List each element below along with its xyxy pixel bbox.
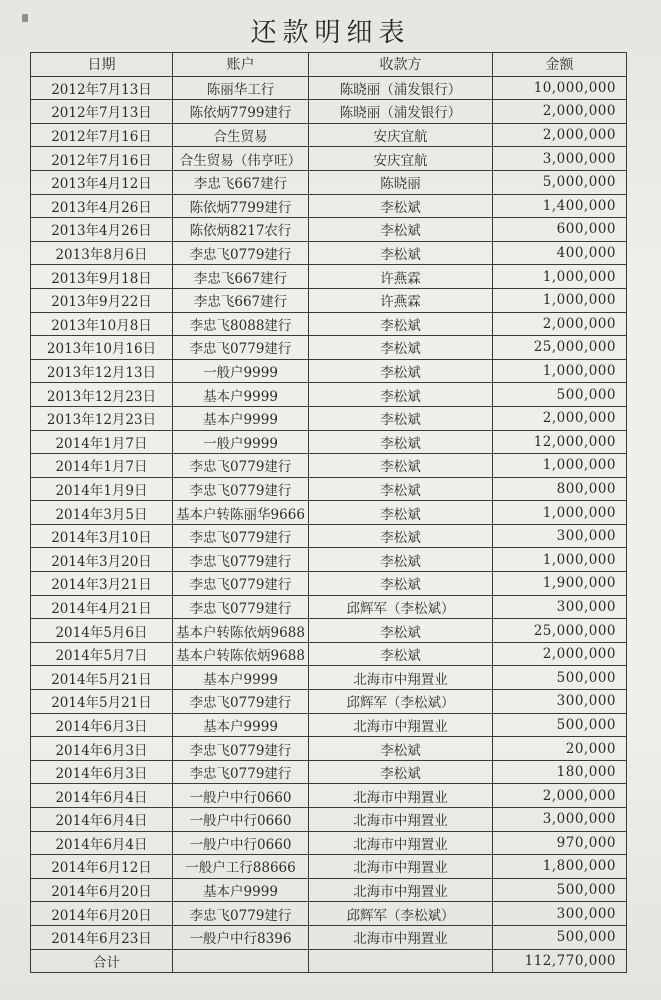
cell-payee: 李松斌 xyxy=(309,572,493,596)
table-row xyxy=(31,241,627,265)
cell-account: 一般户工行88666 xyxy=(173,855,309,879)
repayment-table xyxy=(30,52,627,973)
table-row xyxy=(31,690,627,714)
table-row xyxy=(31,784,627,808)
cell-payee: 李松斌 xyxy=(309,760,493,784)
cell-account: 李忠飞0779建行 xyxy=(173,572,309,596)
cell-date: 2014年3月21日 xyxy=(31,572,173,596)
cell-date: 2014年3月10日 xyxy=(31,524,173,548)
cell-account: 合生贸易（伟亨旺） xyxy=(173,147,309,171)
table-row xyxy=(31,288,627,312)
cell-account: 李忠飞0779建行 xyxy=(173,902,309,926)
cell-payee: 许燕霖 xyxy=(309,288,493,312)
cell-amount: 1,000,000 xyxy=(493,454,627,478)
cell-payee: 北海市中翔置业 xyxy=(309,713,493,737)
header-date: 日期 xyxy=(31,53,173,77)
cell-date: 2014年5月21日 xyxy=(31,690,173,714)
table-row xyxy=(31,619,627,643)
cell-date: 2014年5月6日 xyxy=(31,619,173,643)
cell-account: 李忠飞0779建行 xyxy=(173,336,309,360)
table-row xyxy=(31,477,627,501)
cell-account: 一般户9999 xyxy=(173,430,309,454)
cell-date: 2014年6月23日 xyxy=(31,925,173,949)
cell-payee: 李松斌 xyxy=(309,619,493,643)
cell-date: 2013年4月26日 xyxy=(31,218,173,242)
cell-account: 李忠飞8088建行 xyxy=(173,312,309,336)
table-row xyxy=(31,406,627,430)
cell-amount: 800,000 xyxy=(493,477,627,501)
cell-date: 2012年7月16日 xyxy=(31,123,173,147)
table-row xyxy=(31,902,627,926)
cell-account: 李忠飞0779建行 xyxy=(173,737,309,761)
table-row xyxy=(31,642,627,666)
cell-account: 李忠飞667建行 xyxy=(173,170,309,194)
cell-amount: 2,000,000 xyxy=(493,123,627,147)
cell-amount: 3,000,000 xyxy=(493,147,627,171)
cell-amount: 300,000 xyxy=(493,524,627,548)
table-row xyxy=(31,430,627,454)
table-row xyxy=(31,218,627,242)
table-row xyxy=(31,666,627,690)
cell-date: 2014年6月20日 xyxy=(31,878,173,902)
cell-date: 2013年9月22日 xyxy=(31,288,173,312)
table-row xyxy=(31,454,627,478)
cell-amount: 25,000,000 xyxy=(493,336,627,360)
cell-account: 陈依炳7799建行 xyxy=(173,100,309,124)
total-empty-account xyxy=(173,949,309,973)
cell-amount: 1,400,000 xyxy=(493,194,627,218)
table-row xyxy=(31,359,627,383)
cell-payee: 北海市中翔置业 xyxy=(309,878,493,902)
cell-account: 李忠飞0779建行 xyxy=(173,241,309,265)
table-row xyxy=(31,76,627,100)
cell-account: 李忠飞0779建行 xyxy=(173,760,309,784)
table-row xyxy=(31,855,627,879)
cell-amount: 500,000 xyxy=(493,713,627,737)
cell-payee: 李松斌 xyxy=(309,737,493,761)
cell-account: 陈丽华工行 xyxy=(173,76,309,100)
cell-amount: 180,000 xyxy=(493,760,627,784)
table-row xyxy=(31,595,627,619)
header-amount: 金额 xyxy=(493,53,627,77)
cell-payee: 李松斌 xyxy=(309,430,493,454)
table-row xyxy=(31,123,627,147)
total-row xyxy=(31,949,627,973)
page-title: 还款明细表 xyxy=(250,18,411,48)
cell-payee: 北海市中翔置业 xyxy=(309,784,493,808)
cell-payee: 北海市中翔置业 xyxy=(309,666,493,690)
cell-date: 2013年8月6日 xyxy=(31,241,173,265)
cell-payee: 李松斌 xyxy=(309,312,493,336)
cell-payee: 许燕霖 xyxy=(309,265,493,289)
table-row xyxy=(31,312,627,336)
table-row xyxy=(31,265,627,289)
cell-date: 2014年6月20日 xyxy=(31,902,173,926)
cell-date: 2013年9月18日 xyxy=(31,265,173,289)
table-row xyxy=(31,383,627,407)
cell-payee: 邱辉军（李松斌） xyxy=(309,902,493,926)
cell-amount: 1,900,000 xyxy=(493,572,627,596)
cell-account: 基本户9999 xyxy=(173,383,309,407)
cell-date: 2014年6月3日 xyxy=(31,737,173,761)
cell-account: 基本户9999 xyxy=(173,666,309,690)
cell-account: 一般户9999 xyxy=(173,359,309,383)
cell-amount: 970,000 xyxy=(493,831,627,855)
table-row xyxy=(31,925,627,949)
table-row xyxy=(31,501,627,525)
cell-amount: 1,000,000 xyxy=(493,359,627,383)
cell-payee: 安庆宜航 xyxy=(309,147,493,171)
cell-payee: 李松斌 xyxy=(309,194,493,218)
cell-account: 基本户转陈依炳9688 xyxy=(173,619,309,643)
cell-date: 2013年4月26日 xyxy=(31,194,173,218)
table-row xyxy=(31,524,627,548)
cell-payee: 李松斌 xyxy=(309,477,493,501)
cell-amount: 300,000 xyxy=(493,902,627,926)
cell-payee: 北海市中翔置业 xyxy=(309,855,493,879)
cell-amount: 2,000,000 xyxy=(493,784,627,808)
cell-amount: 3,000,000 xyxy=(493,808,627,832)
cell-payee: 李松斌 xyxy=(309,241,493,265)
table-row xyxy=(31,878,627,902)
cell-account: 李忠飞0779建行 xyxy=(173,595,309,619)
cell-payee: 陈晓丽 xyxy=(309,170,493,194)
cell-payee: 邱辉军（李松斌） xyxy=(309,690,493,714)
table-row xyxy=(31,760,627,784)
total-empty-payee xyxy=(309,949,493,973)
table-row xyxy=(31,713,627,737)
table-row xyxy=(31,147,627,171)
cell-payee: 李松斌 xyxy=(309,359,493,383)
cell-date: 2014年3月20日 xyxy=(31,548,173,572)
cell-account: 基本户转陈丽华9666 xyxy=(173,501,309,525)
cell-amount: 300,000 xyxy=(493,690,627,714)
cell-account: 李忠飞0779建行 xyxy=(173,477,309,501)
cell-date: 2014年6月12日 xyxy=(31,855,173,879)
cell-payee: 安庆宜航 xyxy=(309,123,493,147)
cell-date: 2014年1月7日 xyxy=(31,430,173,454)
table-row xyxy=(31,737,627,761)
cell-account: 合生贸易 xyxy=(173,123,309,147)
cell-amount: 25,000,000 xyxy=(493,619,627,643)
cell-account: 一般户中行0660 xyxy=(173,808,309,832)
cell-amount: 500,000 xyxy=(493,383,627,407)
cell-amount: 10,000,000 xyxy=(493,76,627,100)
cell-account: 基本户9999 xyxy=(173,878,309,902)
cell-date: 2012年7月13日 xyxy=(31,76,173,100)
cell-payee: 李松斌 xyxy=(309,454,493,478)
cell-amount: 1,000,000 xyxy=(493,288,627,312)
cell-amount: 2,000,000 xyxy=(493,312,627,336)
cell-date: 2013年12月13日 xyxy=(31,359,173,383)
cell-date: 2013年10月16日 xyxy=(31,336,173,360)
table-row xyxy=(31,548,627,572)
cell-date: 2014年6月4日 xyxy=(31,831,173,855)
cell-payee: 李松斌 xyxy=(309,336,493,360)
cell-account: 基本户9999 xyxy=(173,406,309,430)
cell-account: 李忠飞667建行 xyxy=(173,288,309,312)
cell-amount: 500,000 xyxy=(493,666,627,690)
cell-date: 2014年5月7日 xyxy=(31,642,173,666)
cell-date: 2014年1月7日 xyxy=(31,454,173,478)
cell-date: 2014年6月3日 xyxy=(31,760,173,784)
table-row xyxy=(31,194,627,218)
cell-payee: 李松斌 xyxy=(309,501,493,525)
cell-account: 一般户中行8396 xyxy=(173,925,309,949)
cell-amount: 12,000,000 xyxy=(493,430,627,454)
header-row xyxy=(31,53,627,77)
cell-amount: 300,000 xyxy=(493,595,627,619)
table-row xyxy=(31,572,627,596)
cell-account: 一般户中行0660 xyxy=(173,831,309,855)
header-payee: 收款方 xyxy=(309,53,493,77)
cell-payee: 陈晓丽（浦发银行） xyxy=(309,76,493,100)
cell-payee: 北海市中翔置业 xyxy=(309,831,493,855)
cell-account: 李忠飞0779建行 xyxy=(173,524,309,548)
cell-amount: 1,000,000 xyxy=(493,548,627,572)
cell-payee: 李松斌 xyxy=(309,406,493,430)
cell-account: 基本户9999 xyxy=(173,713,309,737)
cell-amount: 1,000,000 xyxy=(493,265,627,289)
cell-account: 李忠飞667建行 xyxy=(173,265,309,289)
cell-payee: 李松斌 xyxy=(309,548,493,572)
cell-amount: 500,000 xyxy=(493,878,627,902)
cell-date: 2013年12月23日 xyxy=(31,406,173,430)
cell-account: 基本户转陈依炳9688 xyxy=(173,642,309,666)
cell-date: 2012年7月13日 xyxy=(31,100,173,124)
cell-date: 2014年6月4日 xyxy=(31,808,173,832)
cell-payee: 北海市中翔置业 xyxy=(309,925,493,949)
table-row xyxy=(31,831,627,855)
cell-date: 2013年4月12日 xyxy=(31,170,173,194)
cell-payee: 李松斌 xyxy=(309,642,493,666)
cell-date: 2014年4月21日 xyxy=(31,595,173,619)
cell-account: 李忠飞0779建行 xyxy=(173,690,309,714)
cell-amount: 600,000 xyxy=(493,218,627,242)
cell-amount: 20,000 xyxy=(493,737,627,761)
cell-payee: 李松斌 xyxy=(309,383,493,407)
cell-date: 2014年6月4日 xyxy=(31,784,173,808)
cell-payee: 李松斌 xyxy=(309,524,493,548)
cell-date: 2014年6月3日 xyxy=(31,713,173,737)
cell-date: 2014年5月21日 xyxy=(31,666,173,690)
cell-date: 2012年7月16日 xyxy=(31,147,173,171)
cell-date: 2014年1月9日 xyxy=(31,477,173,501)
total-amount: 112,770,000 xyxy=(493,949,627,973)
cell-account: 陈依炳8217农行 xyxy=(173,218,309,242)
cell-amount: 2,000,000 xyxy=(493,642,627,666)
cell-payee: 李松斌 xyxy=(309,218,493,242)
cell-account: 一般户中行0660 xyxy=(173,784,309,808)
header-account: 账户 xyxy=(173,53,309,77)
cell-amount: 2,000,000 xyxy=(493,100,627,124)
table-row xyxy=(31,336,627,360)
cell-date: 2014年3月5日 xyxy=(31,501,173,525)
total-label: 合计 xyxy=(31,949,173,973)
cell-amount: 400,000 xyxy=(493,241,627,265)
cell-amount: 1,000,000 xyxy=(493,501,627,525)
cell-date: 2013年10月8日 xyxy=(31,312,173,336)
cell-payee: 邱辉军（李松斌） xyxy=(309,595,493,619)
table-row xyxy=(31,808,627,832)
table-body xyxy=(31,76,627,949)
cell-account: 李忠飞0779建行 xyxy=(173,548,309,572)
cell-payee: 北海市中翔置业 xyxy=(309,808,493,832)
cell-amount: 5,000,000 xyxy=(493,170,627,194)
cell-amount: 500,000 xyxy=(493,925,627,949)
cell-amount: 2,000,000 xyxy=(493,406,627,430)
table-row xyxy=(31,100,627,124)
cell-payee: 陈晓丽（浦发银行） xyxy=(309,100,493,124)
table-row xyxy=(31,170,627,194)
cell-account: 陈依炳7799建行 xyxy=(173,194,309,218)
cell-amount: 1,800,000 xyxy=(493,855,627,879)
cell-account: 李忠飞0779建行 xyxy=(173,454,309,478)
cell-date: 2013年12月23日 xyxy=(31,383,173,407)
